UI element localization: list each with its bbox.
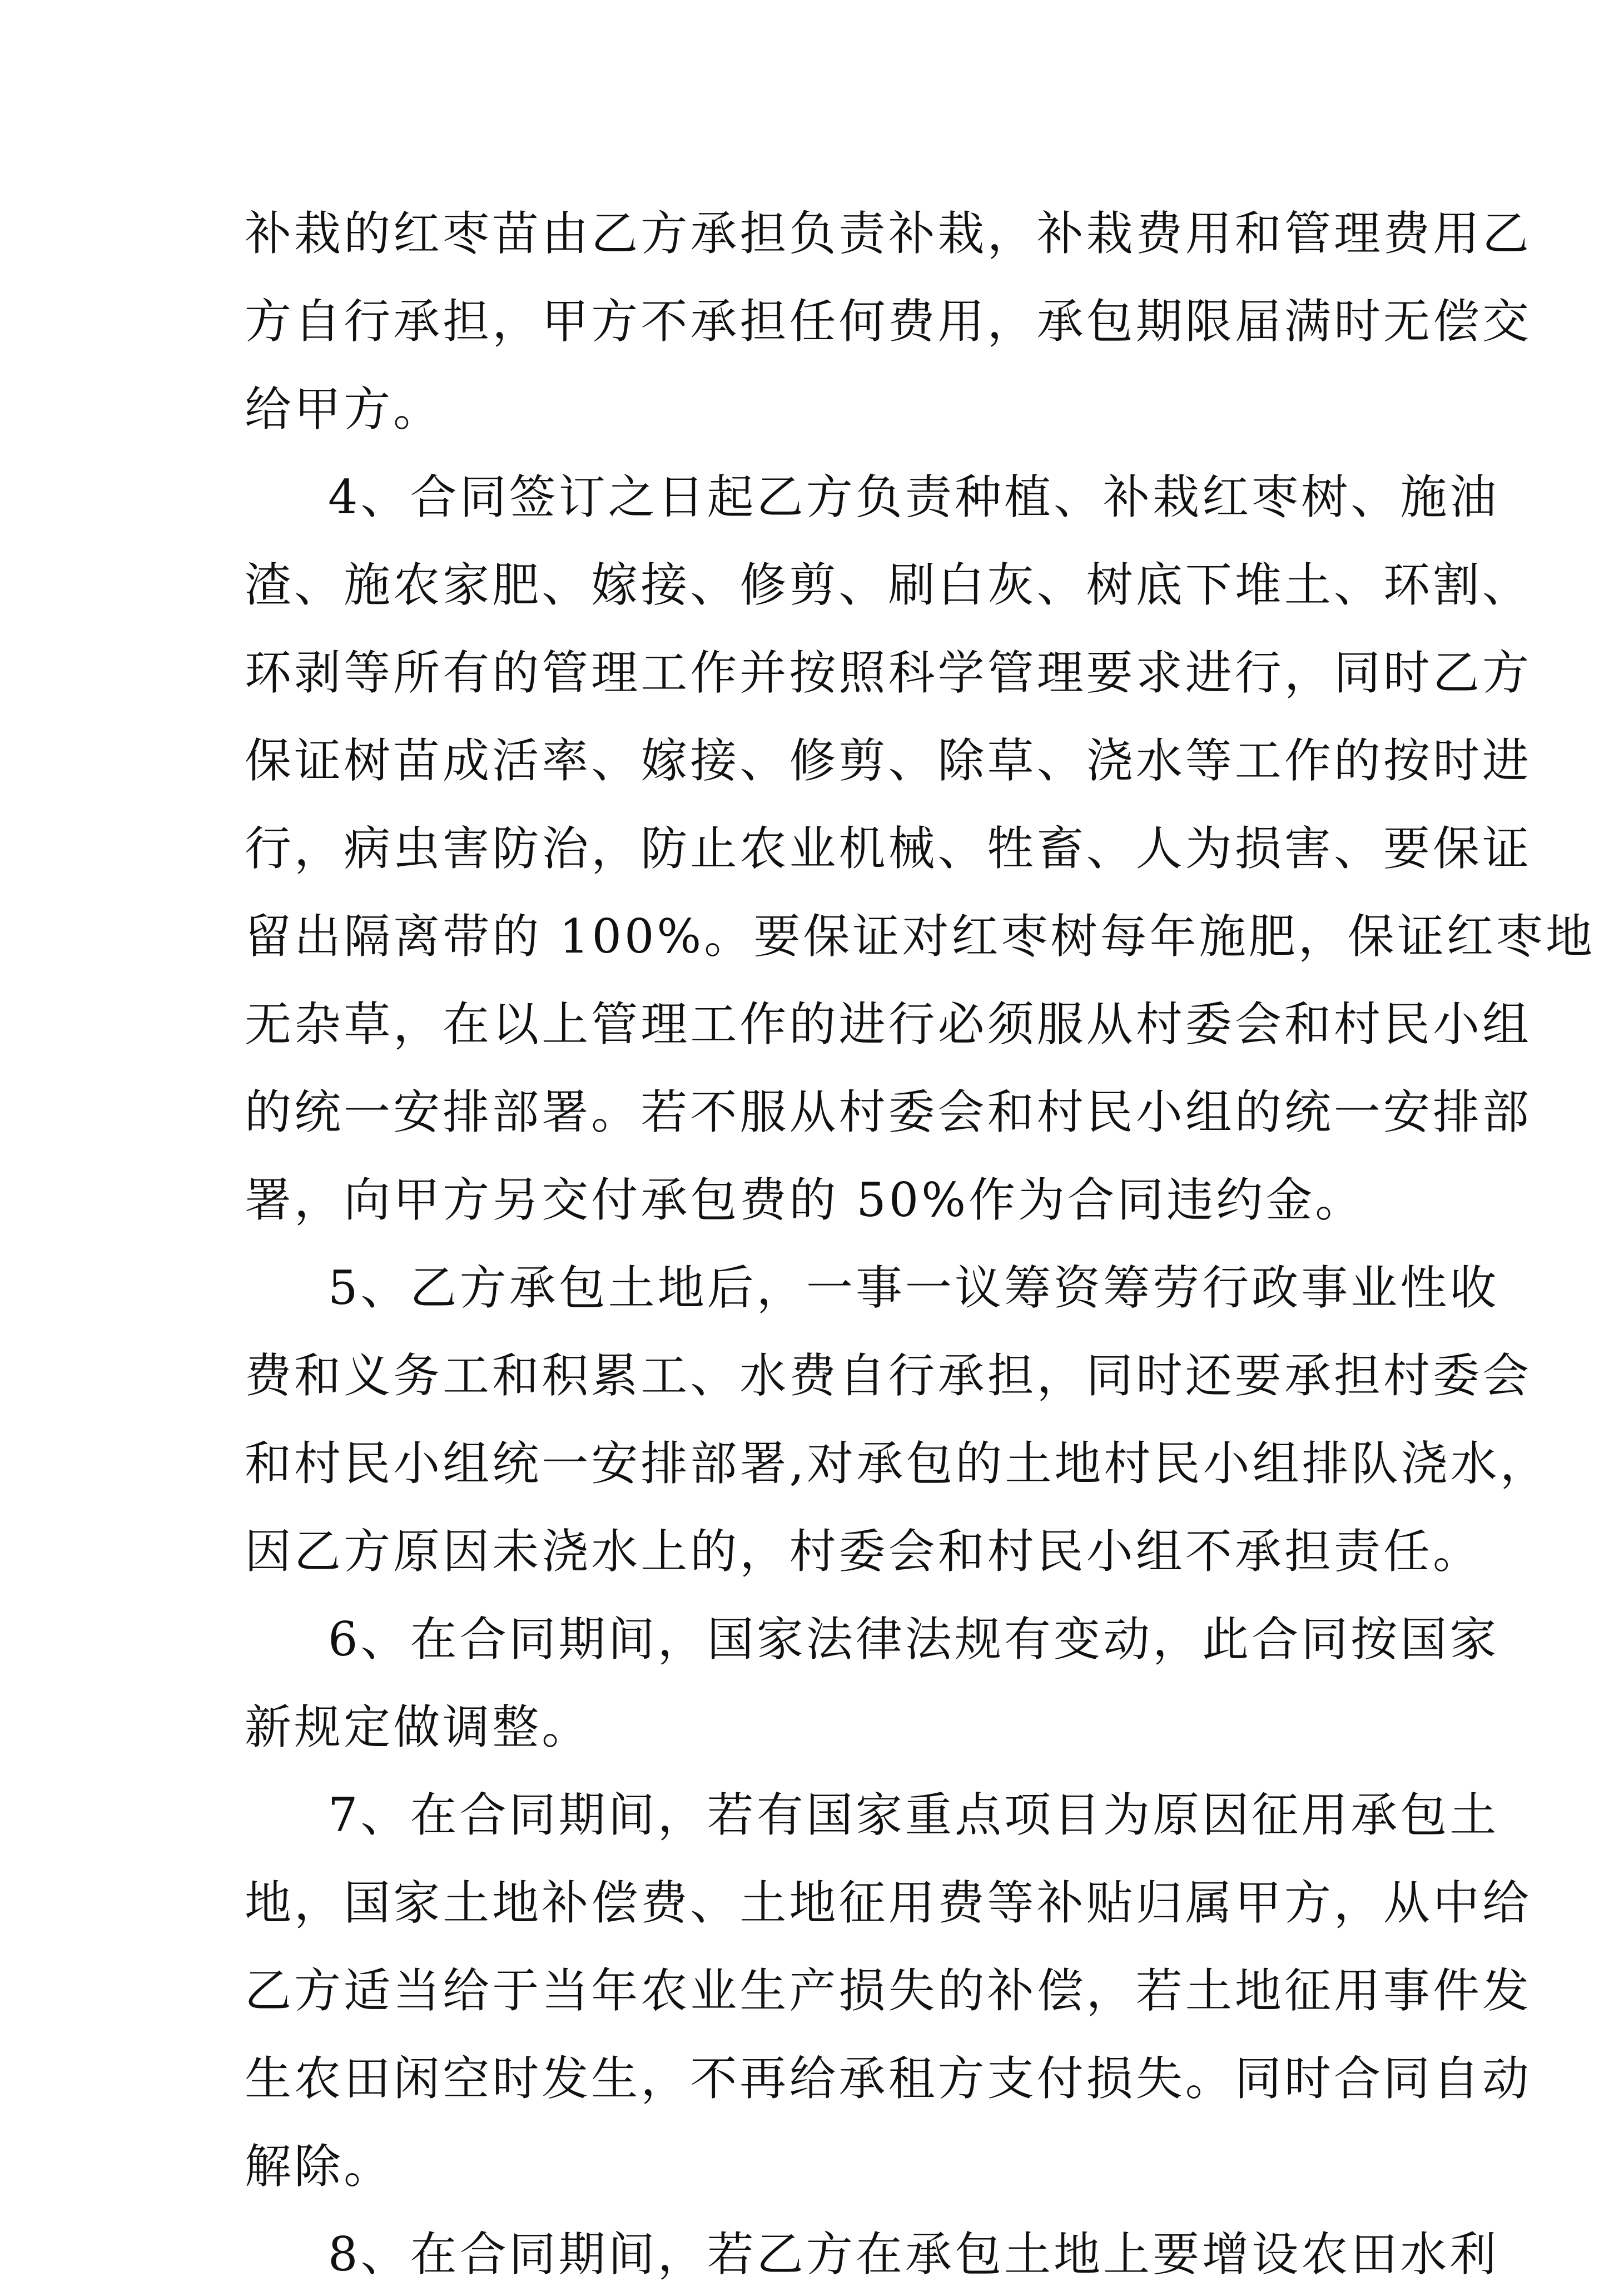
- text-line: 补栽的红枣苗由乙方承担负责补栽，补栽费用和管理费用乙: [245, 206, 1532, 261]
- paragraph-4-first-line: 4、合同签订之日起乙方负责种植、补栽红枣树、施油: [328, 470, 1499, 524]
- text-line: 署，向甲方另交付承包费的 50%作为合同违约金。: [245, 1173, 1365, 1227]
- text-line: 新规定做调整。: [245, 1700, 592, 1754]
- text-line: 费和义务工和积累工、水费自行承担，同时还要承担村委会: [245, 1348, 1532, 1403]
- paragraph-8-first-line: 8、在合同期间，若乙方在承包土地上要增设农田水利: [328, 2227, 1499, 2282]
- text-line: 乙方适当给于当年农业生产损失的补偿，若土地征用事件发: [245, 1963, 1532, 2018]
- text-line: 保证树苗成活率、嫁接、修剪、除草、浇水等工作的按时进: [245, 733, 1532, 788]
- text-line: 因乙方原因未浇水上的，村委会和村民小组不承担责任。: [245, 1524, 1483, 1579]
- text-line: 生农田闲空时发生，不再给承租方支付损失。同时合同自动: [245, 2051, 1532, 2106]
- text-line: 行，病虫害防治，防止农业机械、牲畜、人为损害、要保证: [245, 821, 1532, 876]
- text-line: 环剥等所有的管理工作并按照科学管理要求进行，同时乙方: [245, 646, 1532, 700]
- paragraph-5-first-line: 5、乙方承包土地后，一事一议筹资筹劳行政事业性收: [328, 1261, 1499, 1315]
- text-line: 方自行承担，甲方不承担任何费用，承包期限届满时无偿交: [245, 294, 1532, 349]
- paragraph-6-first-line: 6、在合同期间，国家法律法规有变动，此合同按国家: [328, 1612, 1499, 1667]
- text-line: 留出隔离带的 100%。要保证对红枣树每年施肥，保证红枣地: [245, 909, 1596, 964]
- text-line: 给甲方。: [245, 382, 443, 437]
- text-line: 的统一安排部署。若不服从村委会和村民小组的统一安排部: [245, 1085, 1532, 1139]
- text-line: 地，国家土地补偿费、土地征用费等补贴归属甲方，从中给: [245, 1876, 1532, 1930]
- text-line: 渣、施农家肥、嫁接、修剪、刷白灰、树底下堆土、环割、: [245, 558, 1532, 612]
- text-line: 解除。: [245, 2139, 394, 2194]
- paragraph-7-first-line: 7、在合同期间，若有国家重点项目为原因征用承包土: [328, 1788, 1499, 1842]
- text-line: 无杂草，在以上管理工作的进行必须服从村委会和村民小组: [245, 997, 1532, 1052]
- text-line: 和村民小组统一安排部署,对承包的土地村民小组排队浇水，: [245, 1436, 1550, 1491]
